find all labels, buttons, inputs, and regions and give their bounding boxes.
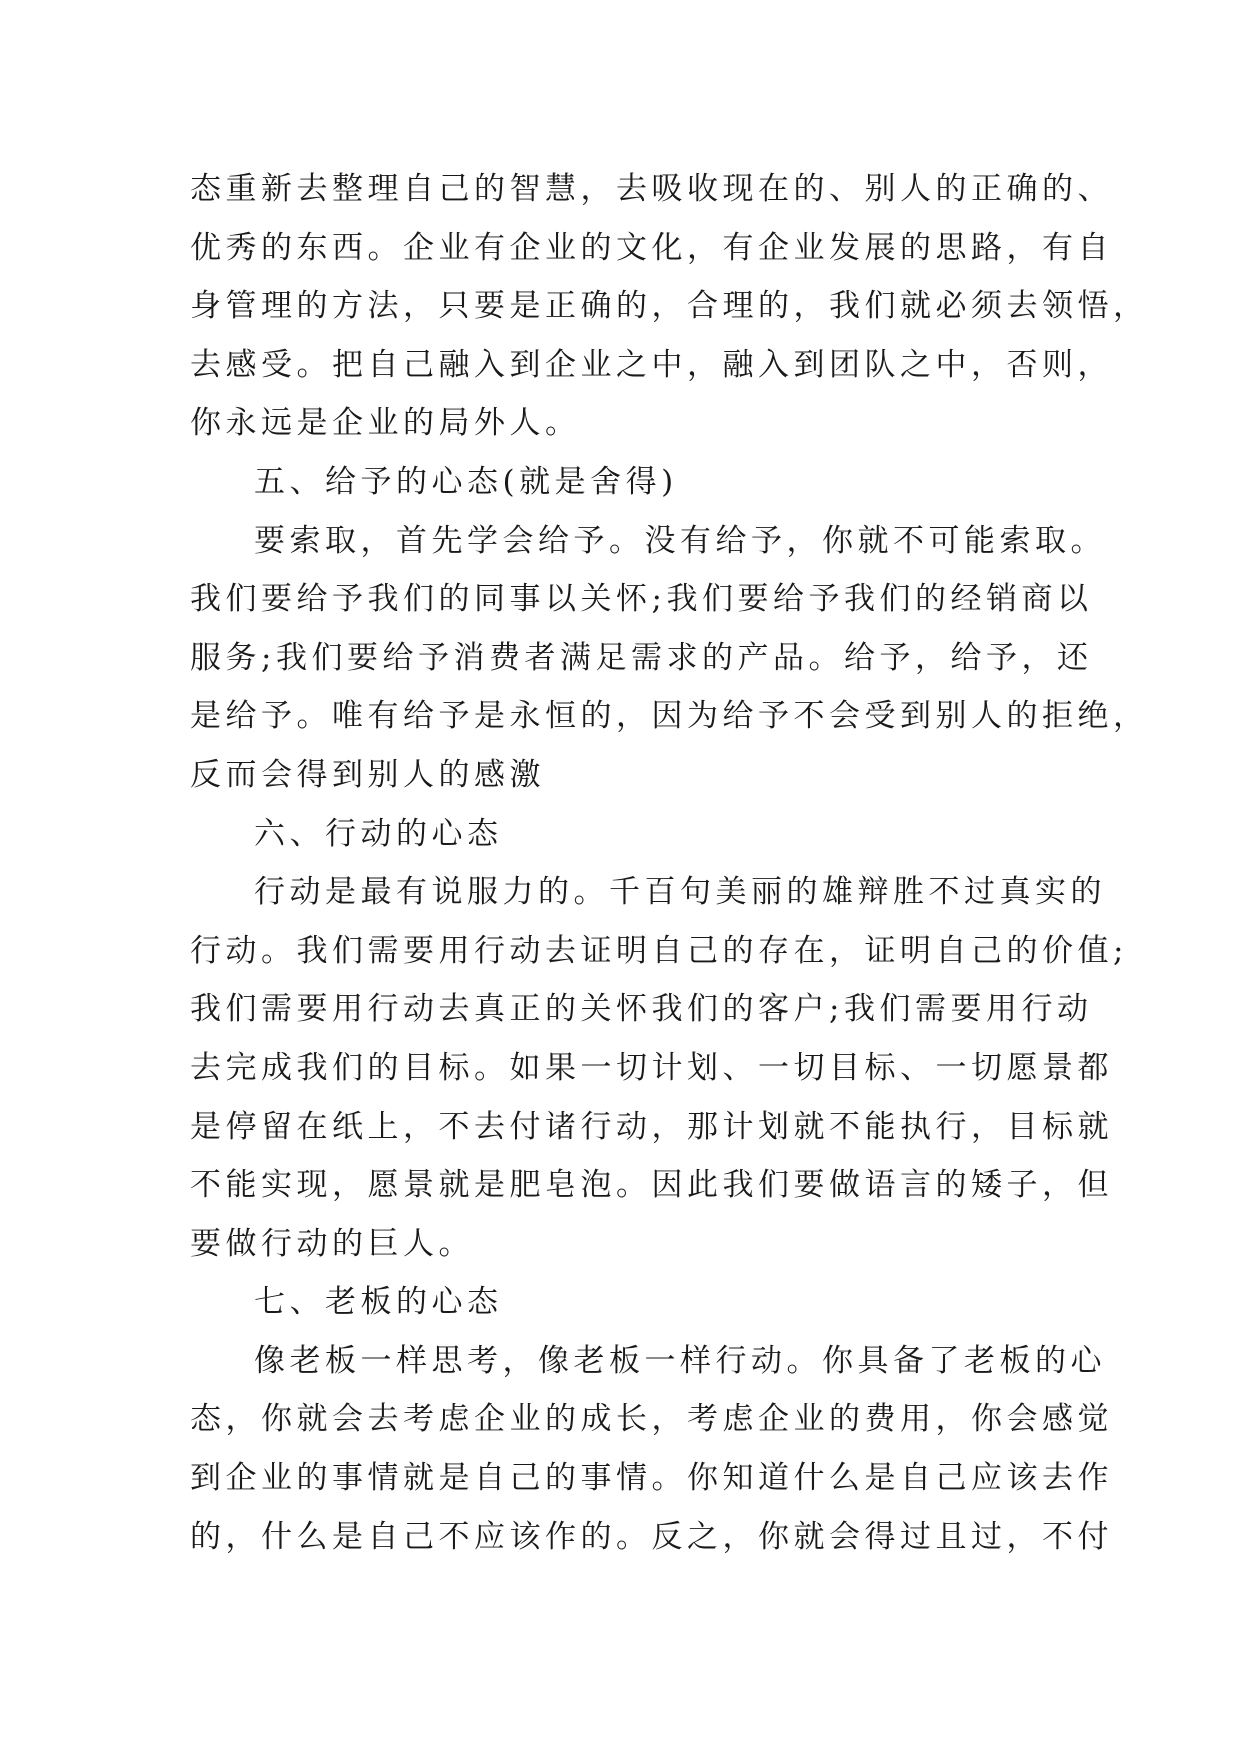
section-heading-5: 五、给予的心态(就是舍得) xyxy=(254,463,678,500)
section-heading-6: 六、行动的心态 xyxy=(254,815,503,852)
text-line: 去完成我们的目标。如果一切计划、一切目标、一切愿景都 xyxy=(190,1049,1113,1086)
text-line: 行动。我们需要用行动去证明自己的存在，证明自己的价值; xyxy=(190,932,1128,969)
document-body xyxy=(190,160,1149,1566)
text-line: 你永远是企业的局外人。 xyxy=(190,405,581,442)
text-line: 要做行动的巨人。 xyxy=(190,1225,474,1262)
text-line: 服务;我们要给予消费者满足需求的产品。给予，给予，还 xyxy=(190,639,1093,676)
text-line: 像老板一样思考，像老板一样行动。你具备了老板的心 xyxy=(254,1342,1106,1379)
text-line: 反而会得到别人的感激 xyxy=(190,756,545,793)
text-line: 优秀的东西。企业有企业的文化，有企业发展的思路，有自 xyxy=(190,229,1113,266)
text-line: 是给予。唯有给予是永恒的，因为给予不会受到别人的拒绝， xyxy=(190,698,1149,735)
text-line: 不能实现，愿景就是肥皂泡。因此我们要做语言的矮子，但 xyxy=(190,1167,1113,1204)
text-line: 去感受。把自己融入到企业之中，融入到团队之中，否则， xyxy=(190,346,1113,383)
text-line: 行动是最有说服力的。千百句美丽的雄辩胜不过真实的 xyxy=(254,874,1106,911)
text-line: 我们要给予我们的同事以关怀;我们要给予我们的经销商以 xyxy=(190,581,1093,618)
text-line: 身管理的方法，只要是正确的，合理的，我们就必须去领悟， xyxy=(190,288,1149,325)
text-line: 的，什么是自己不应该作的。反之，你就会得过且过，不付 xyxy=(190,1518,1113,1555)
text-line: 到企业的事情就是自己的事情。你知道什么是自己应该去作 xyxy=(190,1460,1113,1497)
section-heading-7: 七、老板的心态 xyxy=(254,1284,503,1321)
text-line: 是停留在纸上，不去付诸行动，那计划就不能执行，目标就 xyxy=(190,1108,1113,1145)
text-line: 态重新去整理自己的智慧，去吸收现在的、别人的正确的、 xyxy=(190,171,1113,207)
text-line: 态，你就会去考虑企业的成长，考虑企业的费用，你会感觉 xyxy=(190,1401,1113,1438)
text-line: 我们需要用行动去真正的关怀我们的客户;我们需要用行动 xyxy=(190,991,1093,1028)
text-line: 要索取，首先学会给予。没有给予，你就不可能索取。 xyxy=(254,522,1106,559)
